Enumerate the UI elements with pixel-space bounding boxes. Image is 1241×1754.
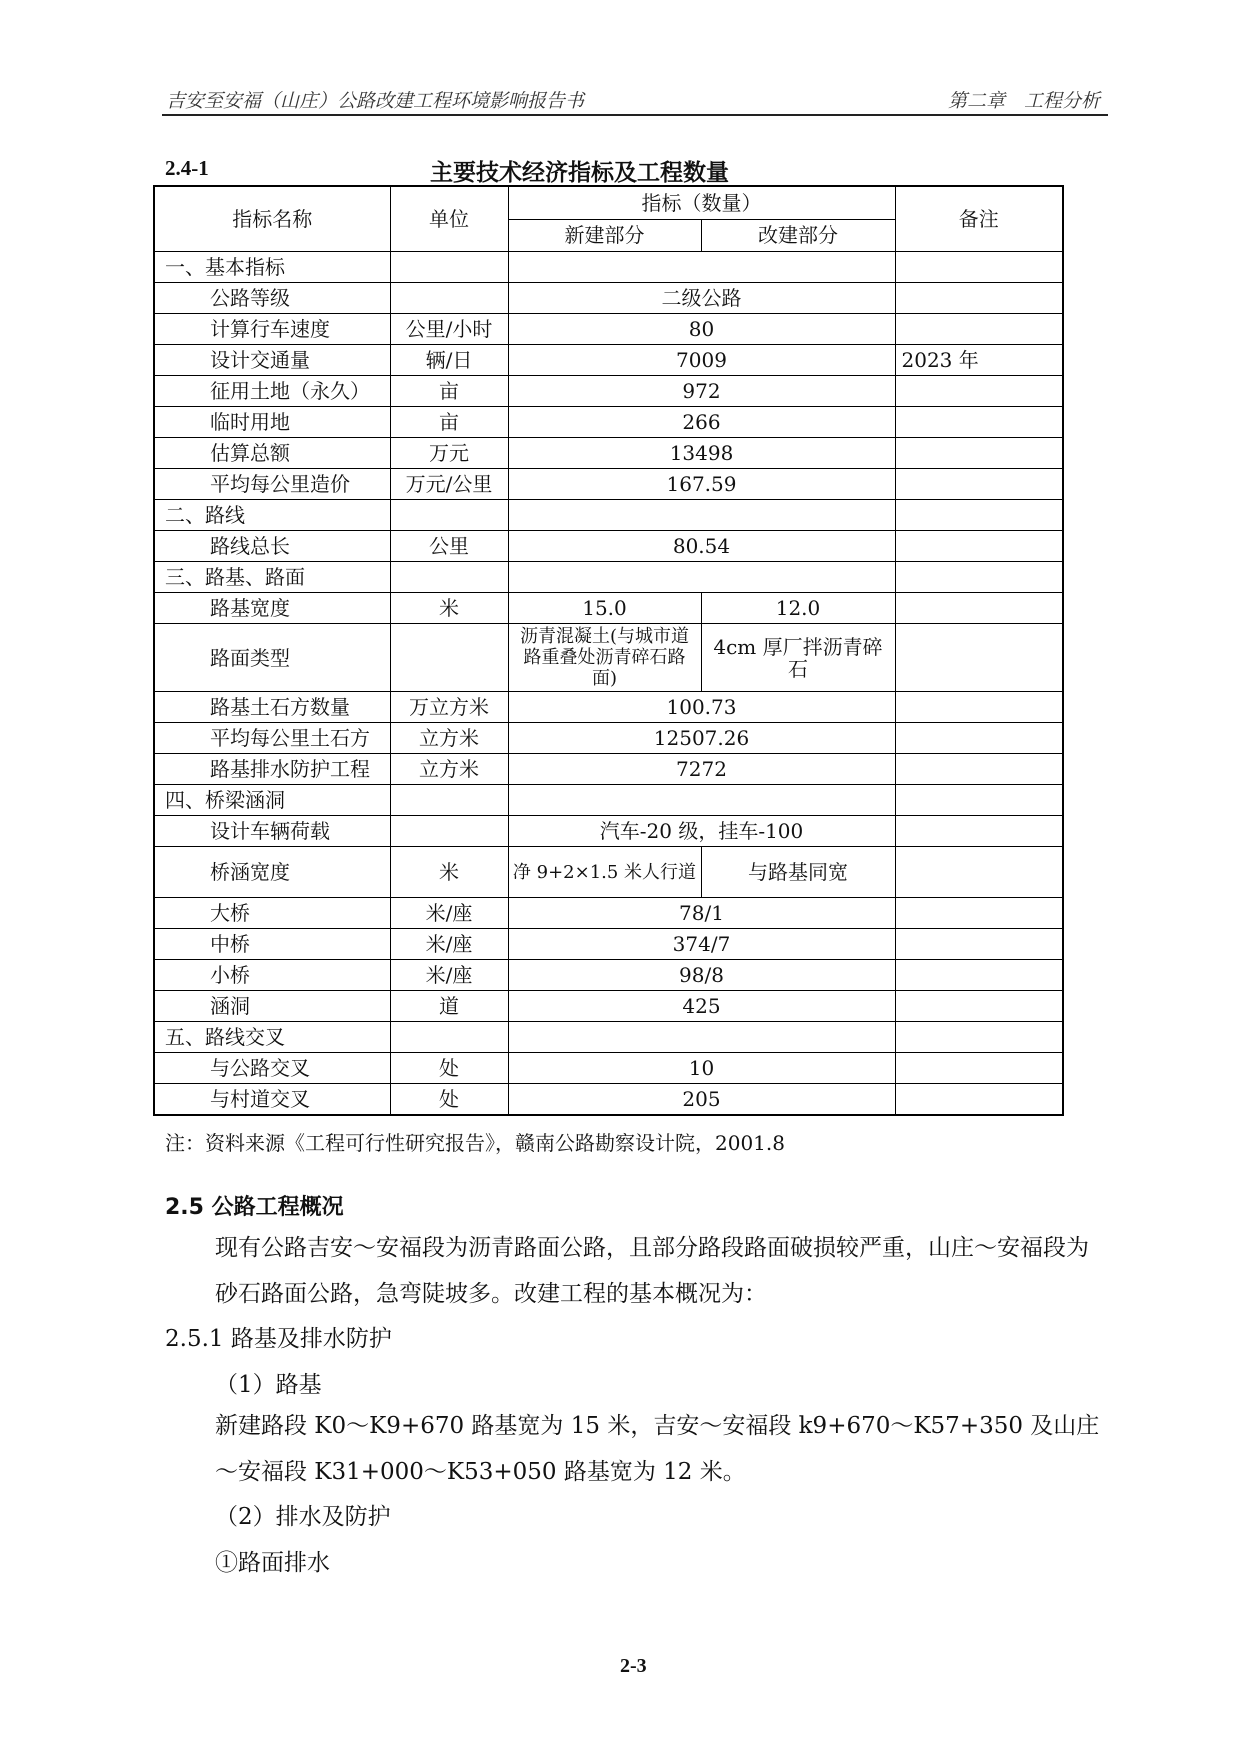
cell-unit: 亩 [390, 407, 508, 438]
cell-name: 路基土石方数量 [154, 692, 390, 723]
cell-note [895, 314, 1063, 345]
cell-name: 公路等级 [154, 283, 390, 314]
cell-name: 临时用地 [154, 407, 390, 438]
cell-value: 100.73 [508, 692, 895, 723]
cell-name: 路基宽度 [154, 593, 390, 624]
cell-name: 五、路线交叉 [154, 1022, 390, 1053]
cell-value [508, 500, 895, 531]
paragraph-overview [165, 1225, 1105, 1317]
cell-name: 二、路线 [154, 500, 390, 531]
cell-note [895, 283, 1063, 314]
cell-note [895, 531, 1063, 562]
col-header-rebuild: 改建部分 [701, 220, 895, 252]
cell-note [895, 438, 1063, 469]
cell-value: 10 [508, 1053, 895, 1084]
report-title: 吉安至安福（山庄）公路改建工程环境影响报告书 [166, 90, 585, 112]
cell-note [895, 898, 1063, 929]
table-row [154, 531, 1063, 562]
col-header-unit: 单位 [390, 186, 508, 252]
cell-unit [390, 785, 508, 816]
cell-unit: 公里 [390, 531, 508, 562]
paragraph-text: 现有公路吉安～安福段为沥青路面公路，且部分路段路面破损较严重，山庄～安福段为砂石路面公路，急弯陡坡多。改建工程的基本概况为： [215, 1235, 1089, 1307]
cell-name: 中桥 [154, 929, 390, 960]
cell-unit [390, 1022, 508, 1053]
indicator-table [153, 185, 1064, 1116]
paragraph-text: 新建路段 K0～K9+670 路基宽为 15 米，吉安～安福段 k9+670～K57+350 及山庄～安福段 K31+000～K53+050 路基宽为 12 米。 [215, 1413, 1100, 1485]
cell-name: 平均每公里造价 [154, 469, 390, 500]
table-row [154, 252, 1063, 283]
table-row [154, 960, 1063, 991]
cell-new: 净 9+2×1.5 米人行道 [508, 847, 701, 898]
col-header-new: 新建部分 [508, 220, 701, 252]
cell-new: 沥青混凝土(与城市道路重叠处沥青碎石路面) [508, 624, 701, 692]
cell-new: 15.0 [508, 593, 701, 624]
cell-value: 266 [508, 407, 895, 438]
cell-unit [390, 500, 508, 531]
cell-name: 设计车辆荷载 [154, 816, 390, 847]
cell-note [895, 754, 1063, 785]
cell-note [895, 929, 1063, 960]
cell-unit [390, 252, 508, 283]
cell-unit: 道 [390, 991, 508, 1022]
table-row [154, 1022, 1063, 1053]
cell-note [895, 816, 1063, 847]
page-header [162, 86, 1108, 116]
cell-unit: 辆/日 [390, 345, 508, 376]
cell-note [895, 1022, 1063, 1053]
cell-value: 12507.26 [508, 723, 895, 754]
cell-unit: 立方米 [390, 754, 508, 785]
cell-value: 汽车-20 级，挂车-100 [508, 816, 895, 847]
cell-name: 路基排水防护工程 [154, 754, 390, 785]
cell-name: 计算行车速度 [154, 314, 390, 345]
cell-value: 13498 [508, 438, 895, 469]
page-number: 2-3 [620, 1655, 647, 1677]
table-row [154, 847, 1063, 898]
cell-name: 估算总额 [154, 438, 390, 469]
subsection-title: 2.5.1 路基及排水防护 [165, 1326, 392, 1352]
cell-value: 80 [508, 314, 895, 345]
cell-rebuild: 4cm 厚厂拌沥青碎石 [701, 624, 895, 692]
item-pavement-drainage: ①路面排水 [215, 1550, 330, 1576]
table-row [154, 283, 1063, 314]
cell-note [895, 785, 1063, 816]
cell-value [508, 252, 895, 283]
cell-note [895, 407, 1063, 438]
table-row [154, 438, 1063, 469]
cell-unit: 处 [390, 1084, 508, 1116]
cell-name: 征用土地（永久） [154, 376, 390, 407]
cell-name: 与公路交叉 [154, 1053, 390, 1084]
cell-note [895, 847, 1063, 898]
cell-note [895, 500, 1063, 531]
col-header-value: 指标（数量） [508, 186, 895, 220]
table-row [154, 624, 1063, 692]
cell-unit: 米/座 [390, 929, 508, 960]
table-row [154, 593, 1063, 624]
cell-unit: 米/座 [390, 898, 508, 929]
col-header-note: 备注 [895, 186, 1063, 252]
cell-value [508, 562, 895, 593]
table-row [154, 562, 1063, 593]
cell-value: 二级公路 [508, 283, 895, 314]
cell-note [895, 692, 1063, 723]
table-row [154, 692, 1063, 723]
section-title: 2.5 公路工程概况 [165, 1195, 344, 1220]
table-row [154, 1084, 1063, 1116]
cell-unit: 米 [390, 847, 508, 898]
cell-note: 2023 年 [895, 345, 1063, 376]
table-row [154, 785, 1063, 816]
cell-note [895, 1084, 1063, 1116]
cell-value: 167.59 [508, 469, 895, 500]
col-header-name: 指标名称 [154, 186, 390, 252]
table-row [154, 754, 1063, 785]
cell-value [508, 1022, 895, 1053]
table-number: 2.4-1 [165, 156, 209, 180]
cell-value: 7272 [508, 754, 895, 785]
chapter-title: 第二章 工程分析 [947, 90, 1100, 112]
cell-unit [390, 816, 508, 847]
cell-unit: 万元/公里 [390, 469, 508, 500]
cell-name: 路面类型 [154, 624, 390, 692]
cell-rebuild: 与路基同宽 [701, 847, 895, 898]
table-footnote: 注：资料来源《工程可行性研究报告》，赣南公路勘察设计院，2001.8 [165, 1131, 785, 1155]
cell-name: 路线总长 [154, 531, 390, 562]
cell-unit [390, 624, 508, 692]
table-row [154, 376, 1063, 407]
table-row [154, 407, 1063, 438]
cell-unit: 万立方米 [390, 692, 508, 723]
cell-unit [390, 562, 508, 593]
paragraph-subgrade [165, 1403, 1105, 1495]
cell-note [895, 723, 1063, 754]
table-row [154, 1053, 1063, 1084]
cell-name: 四、桥梁涵洞 [154, 785, 390, 816]
cell-name: 设计交通量 [154, 345, 390, 376]
cell-note [895, 376, 1063, 407]
table-row [154, 469, 1063, 500]
cell-name: 小桥 [154, 960, 390, 991]
cell-note [895, 252, 1063, 283]
cell-name: 涵洞 [154, 991, 390, 1022]
cell-unit: 米/座 [390, 960, 508, 991]
table-row [154, 723, 1063, 754]
cell-name: 桥涵宽度 [154, 847, 390, 898]
cell-value: 374/7 [508, 929, 895, 960]
cell-unit: 处 [390, 1053, 508, 1084]
cell-rebuild: 12.0 [701, 593, 895, 624]
cell-unit: 米 [390, 593, 508, 624]
cell-note [895, 960, 1063, 991]
cell-value: 7009 [508, 345, 895, 376]
cell-unit [390, 283, 508, 314]
cell-value: 972 [508, 376, 895, 407]
cell-value: 205 [508, 1084, 895, 1116]
cell-value: 98/8 [508, 960, 895, 991]
table-row [154, 314, 1063, 345]
table-row [154, 991, 1063, 1022]
cell-unit: 亩 [390, 376, 508, 407]
cell-note [895, 562, 1063, 593]
cell-note [895, 624, 1063, 692]
cell-unit: 立方米 [390, 723, 508, 754]
cell-name: 一、基本指标 [154, 252, 390, 283]
cell-name: 三、路基、路面 [154, 562, 390, 593]
cell-name: 平均每公里土石方 [154, 723, 390, 754]
cell-note [895, 991, 1063, 1022]
cell-value [508, 785, 895, 816]
item-drainage: （2）排水及防护 [215, 1504, 391, 1530]
table-row [154, 816, 1063, 847]
cell-unit: 公里/小时 [390, 314, 508, 345]
cell-value: 80.54 [508, 531, 895, 562]
table-row [154, 929, 1063, 960]
table-row [154, 500, 1063, 531]
table-title: 主要技术经济指标及工程数量 [430, 160, 729, 186]
cell-note [895, 469, 1063, 500]
cell-note [895, 1053, 1063, 1084]
table-row [154, 898, 1063, 929]
cell-name: 与村道交叉 [154, 1084, 390, 1116]
cell-name: 大桥 [154, 898, 390, 929]
table-row [154, 345, 1063, 376]
cell-note [895, 593, 1063, 624]
cell-value: 425 [508, 991, 895, 1022]
table-header-row [154, 186, 1063, 220]
item-subgrade: （1）路基 [215, 1372, 322, 1398]
cell-value: 78/1 [508, 898, 895, 929]
cell-unit: 万元 [390, 438, 508, 469]
